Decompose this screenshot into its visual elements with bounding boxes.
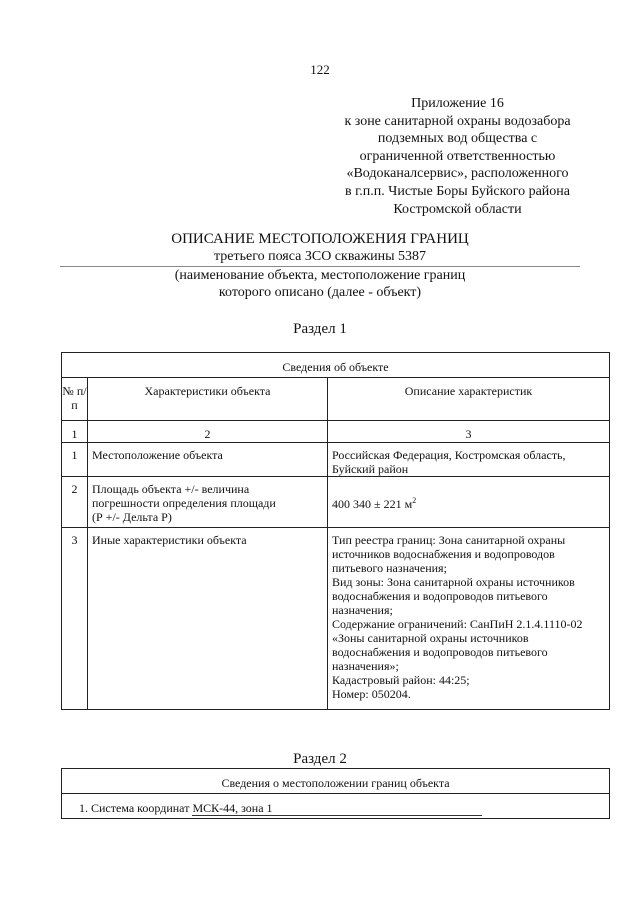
characteristic-line: (Р +/- Дельта Р) <box>92 510 172 524</box>
table-row <box>62 443 610 477</box>
coordinate-system-row <box>62 794 610 819</box>
column-number: 2 <box>88 421 328 443</box>
page-number: 122 <box>310 62 330 77</box>
description-line: Тип реестра границ: Зона санитарной охраны <box>332 533 566 547</box>
row-characteristic: Местоположение объекта <box>88 443 328 477</box>
column-number: 3 <box>328 421 610 443</box>
appendix-line: Приложение 16 <box>411 96 504 111</box>
row-characteristic: Иные характеристики объекта <box>88 528 328 710</box>
coordinate-system-label: 1. Система координат <box>79 801 190 815</box>
boundary-location-table <box>61 768 610 819</box>
appendix-line: Костромской области <box>393 201 522 217</box>
description-line: водоснабжения и водопроводов питьевого <box>332 589 548 603</box>
document-title: ОПИСАНИЕ МЕСТОПОЛОЖЕНИЯ ГРАНИЦ <box>171 231 469 247</box>
description-line: Кадастровый район: 44:25; <box>332 673 470 687</box>
appendix-block <box>325 95 590 218</box>
appendix-line: к зоне санитарной охраны водозабора <box>344 113 571 129</box>
area-unit-superscript: 2 <box>412 496 417 505</box>
description-line: водоснабжения и водопроводов питьевого <box>332 645 548 659</box>
section-1-heading: Раздел 1 <box>293 321 347 337</box>
appendix-line: «Водоканалсервис», расположенного <box>346 166 569 182</box>
row-number: 2 <box>62 477 88 528</box>
table-row <box>62 477 610 528</box>
description-line: Вид зоны: Зона санитарной охраны источников <box>332 575 575 589</box>
row-number: 3 <box>62 528 88 710</box>
description-line: Содержание ограничений: СанПиН 2.1.4.1110-02 <box>332 617 583 631</box>
column-number: 1 <box>62 421 88 443</box>
object-caption <box>60 267 580 301</box>
description-line: Буйский район <box>332 462 409 476</box>
caption-line-1: (наименование объекта, местоположение границ <box>174 268 466 283</box>
row-number: 1 <box>62 443 88 477</box>
description-line: питьевого назначения; <box>332 561 447 575</box>
column-header-characteristic: Характеристики объекта <box>88 378 328 421</box>
row-description <box>328 528 610 710</box>
description-line: «Зоны санитарной охраны источников <box>332 631 529 645</box>
row-characteristic <box>88 477 328 528</box>
appendix-line: ограниченной ответственностью <box>359 148 556 164</box>
table-row <box>62 528 610 710</box>
column-header-description: Описание характеристик <box>328 378 610 421</box>
column-header-num: № п/п <box>62 378 88 421</box>
caption-line-2: которого описано (далее - объект) <box>218 285 422 300</box>
row-description <box>328 443 610 477</box>
boundary-location-table-title: Сведения о местоположении границ объекта <box>62 769 610 794</box>
characteristic-line: погрешности определения площади <box>92 496 276 510</box>
description-line: назначения; <box>332 603 393 617</box>
object-info-table-title: Сведения об объекте <box>62 353 610 378</box>
characteristic-line: Площадь объекта +/- величина <box>92 482 250 496</box>
area-number: 400 340 ± 221 м <box>332 497 413 511</box>
description-line: источников водоснабжения и водопроводов <box>332 547 555 561</box>
document-subtitle: третьего пояса ЗСО скважины 5387 <box>213 249 427 264</box>
object-info-table <box>61 352 610 710</box>
coordinate-system-value: МСК-44, зона 1 <box>192 801 482 816</box>
appendix-line: в г.п.п. Чистые Боры Буйского района <box>344 183 571 199</box>
description-line: назначения»; <box>332 659 399 673</box>
description-line: Российская Федерация, Костромская область, <box>332 448 566 462</box>
section-2-heading: Раздел 2 <box>293 751 347 767</box>
appendix-line: подземных вод общества с <box>377 131 538 147</box>
description-line: Номер: 050204. <box>332 687 411 701</box>
area-value <box>332 482 605 511</box>
row-description <box>328 477 610 528</box>
